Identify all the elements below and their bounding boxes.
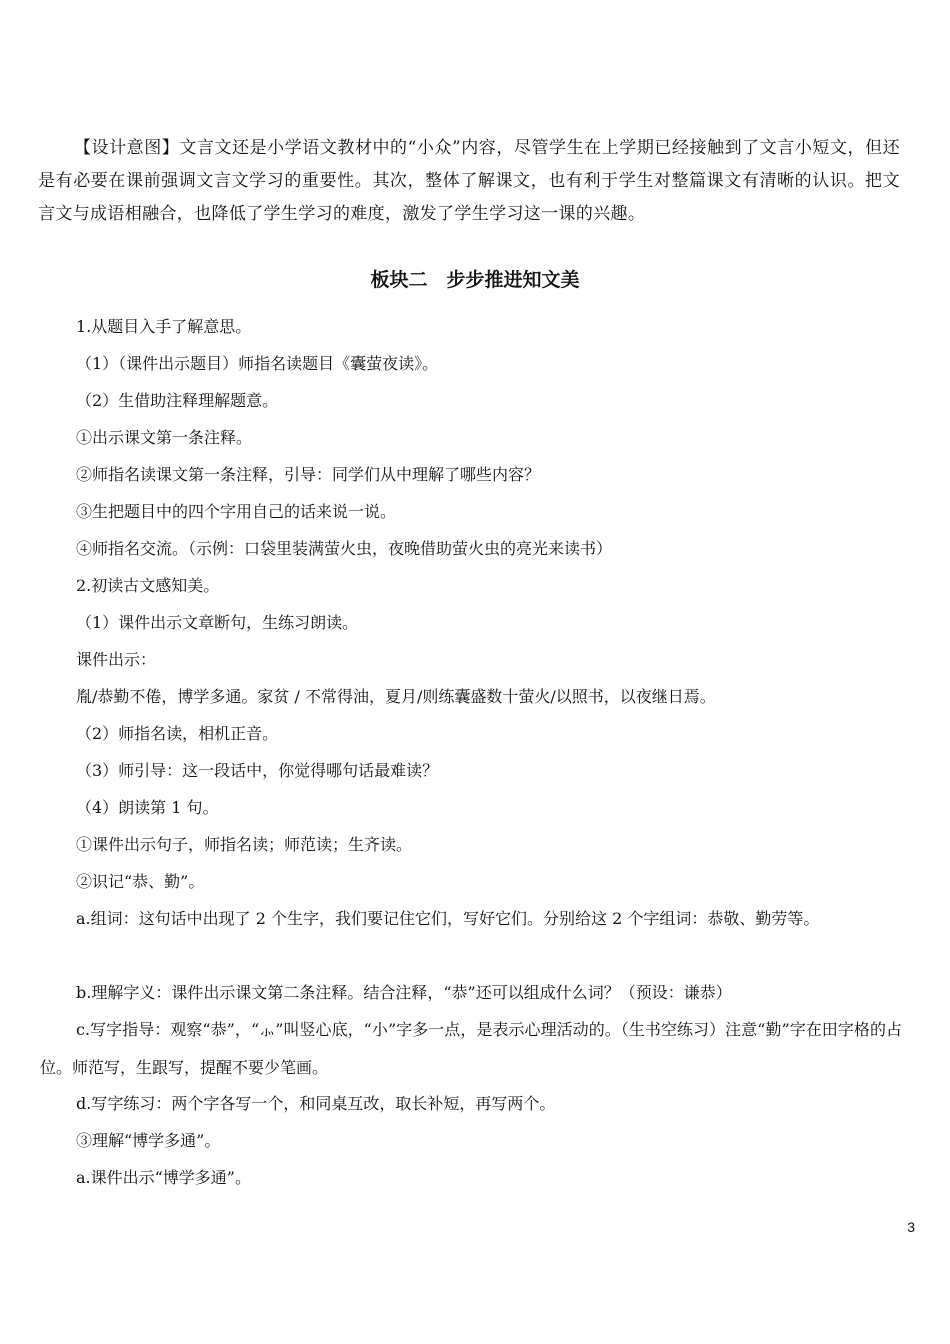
paragraph: ①课件出示句子，师指名读；师范读；生齐读。: [76, 835, 413, 854]
paragraph: ④师指名交流。（示例：口袋里装满萤火虫，夜晚借助萤火虫的亮光来读书）: [76, 539, 613, 558]
paragraph: （3）师引导：这一段话中，你觉得哪句话最难读？: [76, 761, 439, 780]
paragraph: 2.初读古文感知美。: [76, 576, 220, 595]
paragraph: （1）课件出示文章断句，生练习朗读。: [76, 613, 359, 632]
design-intent-paragraph: 【设计意图】文言文还是小学语文教材中的“小众”内容，尽管学生在上学期已经接触到了文言小短文，但还是有必要在课前强调文言文学习的重要性。其次，整体了解课文，也有利于学生对整篇课文有清晰的认识。把文言文与成语相融合，也降低了学生学习的难度，激发了学生学习这一课的兴趣。: [38, 138, 900, 224]
paragraph: ②识记“恭、勤”。: [76, 872, 205, 891]
paragraph: 课件出示：: [76, 650, 157, 669]
paragraph: （2）生借助注释理解题意。: [76, 391, 279, 410]
paragraph: ②师指名读课文第一条注释，引导：同学们从中理解了哪些内容？: [76, 465, 541, 484]
paragraph: ①出示课文第一条注释。: [76, 428, 253, 447]
section-heading: 板块二 步步推进知文美: [370, 269, 580, 291]
paragraph: （1）（课件出示题目）师指名读题目《囊萤夜读》。: [76, 354, 439, 373]
paragraph: ③理解“博学多通”。: [76, 1131, 221, 1150]
paragraph: d.写字练习：两个字各写一个，和同桌互改，取长补短，再写两个。: [76, 1094, 556, 1113]
paragraph: c.写字指导：观察“恭”，“⺗”叫竖心底，“小”字多一点，是表示心理活动的。（生书空练习）注意“勤”字在田字格的占位。师范写，生跟写，提醒不要少笔画。: [40, 1020, 902, 1077]
paragraph: a.课件出示“博学多通”。: [76, 1168, 251, 1187]
paragraph: a.组词：这句话中出现了 2 个生字，我们要记住它们，写好它们。分别给这 2 个字组词：恭敬、勤劳等。: [76, 909, 820, 928]
classical-text-passage: 胤/恭勤不倦，博学多通。家贫 / 不常得油，夏月/则练囊盛数十萤火/以照书，以夜继日焉。: [76, 687, 716, 706]
page-number: 3: [907, 1219, 915, 1235]
paragraph: （2）师指名读，相机正音。: [76, 724, 279, 743]
paragraph: ③生把题目中的四个字用自己的话来说一说。: [76, 502, 397, 521]
paragraph: （4）朗读第 1 句。: [76, 798, 219, 817]
paragraph: b.理解字义：课件出示课文第二条注释。结合注释，“恭”还可以组成什么词？（预设：谦恭）: [76, 983, 732, 1002]
paragraph: 1.从题目入手了解意思。: [76, 317, 252, 336]
